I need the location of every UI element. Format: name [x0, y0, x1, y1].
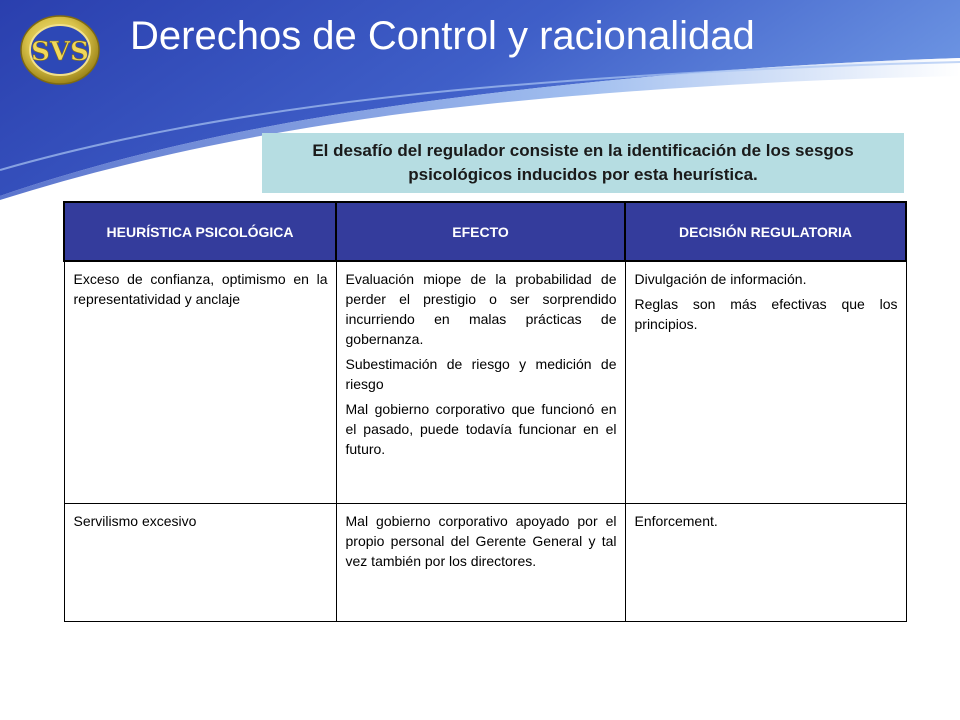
cell-paragraph: Subestimación de riesgo y medición de riesgo	[345, 356, 617, 392]
header-effect: EFECTO	[336, 202, 625, 261]
slide-title: Derechos de Control y racionalidad	[130, 14, 755, 58]
cell-paragraph: Mal gobierno corporativo que funcionó en el pasado, puede todavía funcionar en el futuro.	[345, 401, 617, 457]
cell-paragraph: Evaluación miope de la probabilidad de perder el prestigio o ser sorprendido incurriendo en malas prácticas de gobernanza.	[345, 271, 617, 347]
cell-heuristic	[64, 261, 336, 504]
cell-decision	[625, 261, 906, 504]
callout-text: El desafío del regulador consiste en la identificación de los sesgos psicológicos inducidos por esta heurística.	[312, 141, 854, 184]
table-row	[64, 261, 906, 504]
cell-paragraph: Enforcement.	[634, 513, 718, 529]
cell-paragraph: Mal gobierno corporativo apoyado por el propio personal del Gerente General y tal vez también por los directores.	[345, 513, 617, 569]
callout-box	[262, 133, 904, 193]
table-row	[64, 504, 906, 622]
regulatory-table	[63, 201, 907, 622]
table-header-row	[64, 202, 906, 261]
cell-heuristic	[64, 504, 336, 622]
cell-paragraph: Exceso de confianza, optimismo en la representatividad y anclaje	[73, 271, 328, 307]
cell-effect	[336, 261, 625, 504]
logo-text: SVS	[31, 37, 89, 67]
svs-logo	[18, 10, 102, 88]
cell-decision	[625, 504, 906, 622]
header-heuristic: HEURÍSTICA PSICOLÓGICA	[64, 202, 336, 261]
cell-paragraph: Divulgación de información.	[634, 271, 807, 287]
cell-paragraph: Servilismo excesivo	[73, 513, 197, 529]
cell-paragraph: Reglas son más efectivas que los principios.	[634, 296, 898, 332]
cell-effect	[336, 504, 625, 622]
header-decision: DECISIÓN REGULATORIA	[625, 202, 906, 261]
